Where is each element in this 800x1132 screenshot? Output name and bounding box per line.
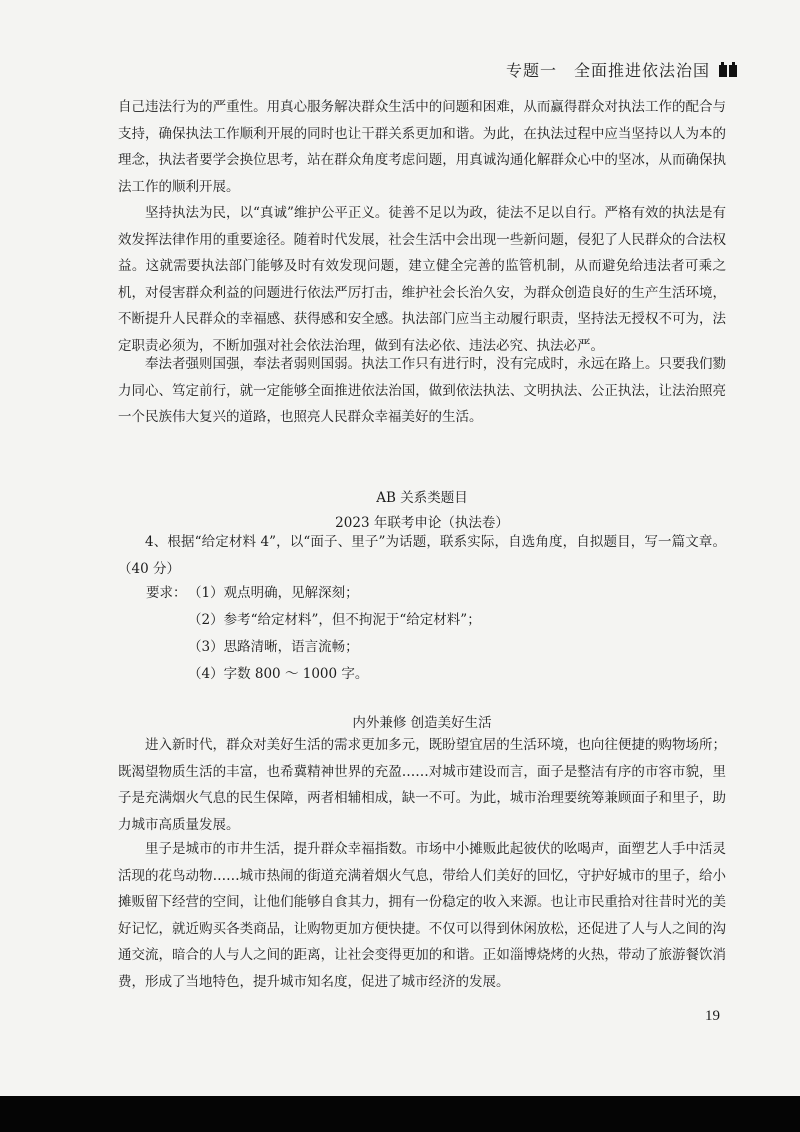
requirement-item: （4）字数 800 ～ 1000 字。 [188,666,369,682]
paragraph: 自己违法行为的严重性。用真心服务解决群众生活中的问题和困难，从而赢得群众对执法工作的配合与支持，确保执法工作顺利开展的同时也让干群关系更加和谐。为此，在执法过程中应当坚持以人为本的理念，执法者要学会换位思考，站在群众角度考虑问题，用真诚沟通化解群众心中的坚冰，从而确保执法工作的顺利开展。 [118,99,726,195]
page-number: 19 [705,1008,720,1024]
essay-paragraph: 进入新时代，群众对美好生活的需求更加多元，既盼望宜居的生活环境，也向往便捷的购物场所；既渴望物质生活的丰富，也希冀精神世界的充盈……对城市建设而言，面子是整洁有序的市容市貌，里子是充满烟火气息的民生保障，两者相辅相成，缺一不可。为此，城市治理要统筹兼顾面子和里子，助力城市高质量发展。 [118,737,726,833]
page-header [506,58,738,81]
chapter-title: 专题一 全面推进依法治国 [505,61,710,80]
category-heading: AB 关系类题目 [376,490,468,506]
paragraph: 奉法者强则国强，奉法者弱则国弱。执法工作只有进行时，没有完成时，永远在路上。只要我们勠力同心、笃定前行，就一定能够全面推进依法治国，做到依法执法、文明执法、公正执法，让法治照亮一个民族伟大复兴的道路，也照亮人民群众幸福美好的生活。 [118,356,726,426]
requirement-item: （2）参考“给定材料”，但不拘泥于“给定材料”； [188,612,481,628]
exam-heading: 2023 年联考申论（执法卷） [335,515,509,531]
requirements-label: 要求： [146,585,187,601]
essay-title: 内外兼修 创造美好生活 [352,715,492,731]
scan-border [0,1096,800,1132]
requirement-item: （3）思路清晰，语言流畅； [188,639,359,655]
essay-paragraph: 里子是城市的市井生活，提升群众幸福指数。市场中小摊贩此起彼伏的吆喝声，面塑艺人手中活灵活现的花鸟动物……城市热闹的街道充满着烟火气息，带给人们美好的回忆，守护好城市的里子，给小摊贩留下经营的空间，让他们能够自食其力，拥有一份稳定的收入来源。也让市民重拾对往昔时光的美好记忆，就近购买各类商品，让购物更加方便快捷。不仅可以得到休闲放松，还促进了人与人之间的沟通交流，暗合的人与人之间的距离，让社会变得更加的和谐。正如淄博烧烤的火热，带动了旅游餐饮消费，形成了当地特色，提升城市知名度，促进了城市经济的发展。 [118,841,726,990]
book-icon [718,62,738,78]
question-text: 4、根据“给定材料 4”，以“面子、里子”为话题，联系实际，自选角度，自拟题目，写一篇文章。（40 分） [118,534,726,577]
requirement-item: （1）观点明确，见解深刻； [188,585,359,601]
paragraph: 坚持执法为民，以“真诚”维护公平正义。徒善不足以为政，徒法不足以自行。严格有效的执法是有效发挥法律作用的重要途径。随着时代发展，社会生活中会出现一些新问题，侵犯了人民群众的合法权益。这就需要执法部门能够及时有效发现问题，建立健全完善的监管机制，从而避免给违法者可乘之机，对侵害群众利益的问题进行依法严厉打击，维护社会长治久安，为群众创造良好的生产生活环境，不断提升人民群众的幸福感、获得感和安全感。执法部门应当主动履行职责，坚持法无授权不可为，法定职责必须为，不断加强对社会依法治理，做到有法必依、违法必究、执法必严。 [118,205,726,354]
